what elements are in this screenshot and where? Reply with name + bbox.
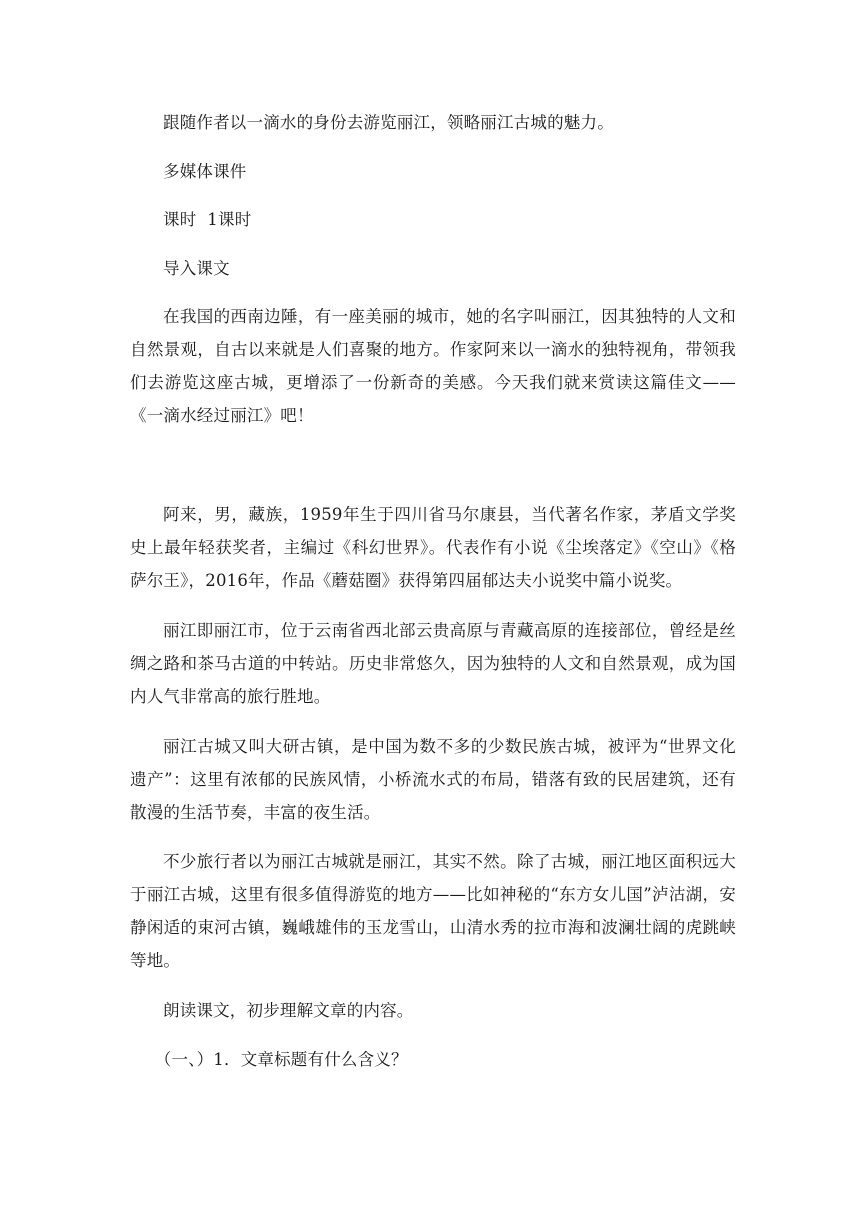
- paragraph-intro-text: 在我国的西南边陲，有一座美丽的城市，她的名字叫丽江，因其独特的人文和自然景观，自古以来就是人们喜聚的地方。作家阿来以一滴水的独特视角，带领我们去游览这座古城，更增添了一份新奇的美感。今天我们就来赏读这篇佳文——《一滴水经过丽江》吧！: [130, 307, 736, 425]
- paragraph-lijiang-city: 丽江即丽江市，位于云南省西北部云贵高原与青藏高原的连接部位，曾经是丝绸之路和茶马古道的中转站。历史非常悠久，因为独特的人文和自然景观，成为国内人气非常高的旅行胜地。: [130, 621, 736, 706]
- paragraph-lijiang-region: 不少旅行者以为丽江古城就是丽江，其实不然。除了古城，丽江地区面积远大于丽江古城，这里有很多值得游览的地方——比如神秘的“东方女儿国”泸沽湖，安静闲适的束河古镇，巍峨雄伟的玉龙雪山，山清水秀的拉市海和波澜壮阔的虎跳峡等地。: [130, 852, 736, 970]
- paragraph-lijiang-old-town: 丽江古城又叫大研古镇，是中国为数不多的少数民族古城，被评为“世界文化遗产”：这里有浓郁的民族风情，小桥流水式的布局，错落有致的民居建筑，还有散漫的生活节奏，丰富的夜生活。: [130, 737, 736, 822]
- paragraph-materials: 多媒体课件: [163, 162, 247, 181]
- paragraph-class-hours: 课时 1课时: [163, 210, 252, 229]
- paragraph-objective: 跟随作者以一滴水的身份去游览丽江，领略丽江古城的魅力。: [163, 113, 614, 132]
- paragraph-author-bio: 阿来，男，藏族，1959年生于四川省马尔康县，当代著名作家，茅盾文学奖史上最年轻获奖者，主编过《科幻世界》。代表作有小说《尘埃落定》《空山》《格萨尔王》，2016年，作品《蘑菇圈》获得第四届郁达夫小说奖中篇小说奖。: [130, 505, 736, 590]
- paragraph-reading-task: 朗读课文，初步理解文章的内容。: [163, 1001, 414, 1020]
- paragraph-intro-heading: 导入课文: [163, 259, 230, 278]
- paragraph-question-1: （一、）1．文章标题有什么含义？: [154, 1050, 408, 1069]
